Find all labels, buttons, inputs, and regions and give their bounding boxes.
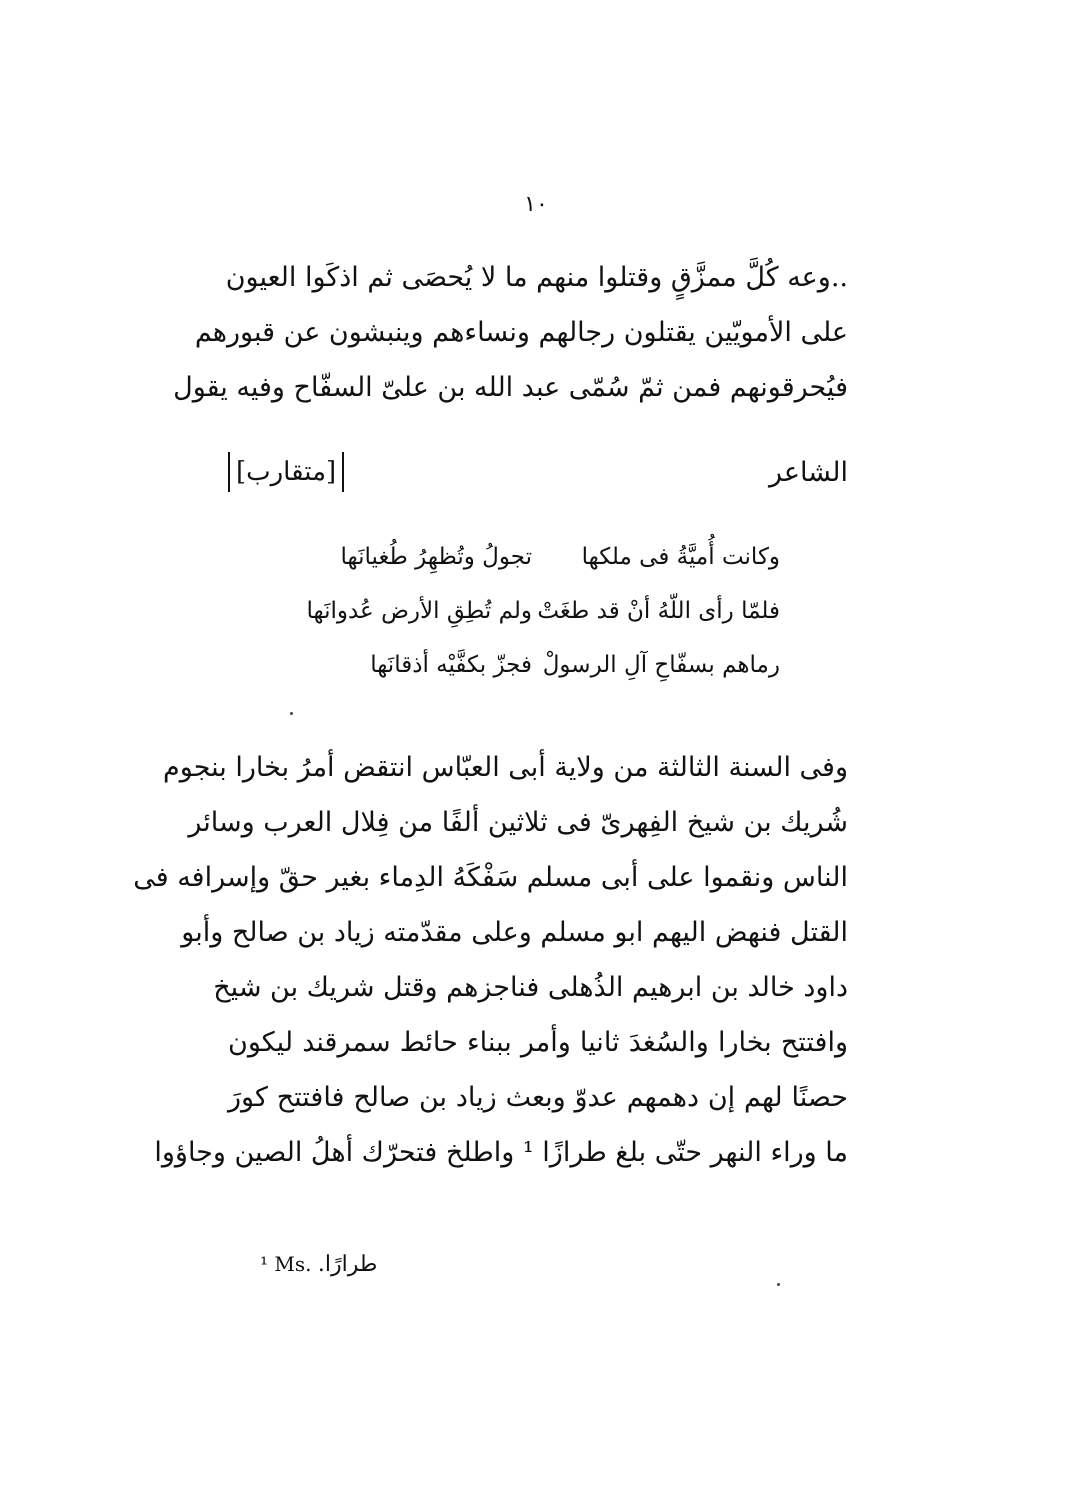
text-line: داود خالد بن ابرهيم الذُهلى فناجزهم وقتل شريك بن شيخ <box>213 972 848 1003</box>
text-line: ما وراء النهر حتّى بلغ طرازًا ¹ واطلخ فتحرّك أهلُ الصين وجاؤوا <box>154 1137 848 1168</box>
page-number: ١٠ <box>524 192 548 217</box>
text-line: القتل فنهض اليهم ابو مسلم وعلى مقدّمته زياد بن صالح وأبو <box>181 917 848 948</box>
scan-speck <box>290 712 293 715</box>
text-line: ..وعه كُلَّ ممزَّقٍ وقتلوا منهم ما لا يُحصَى ثم اذكَوا العيون <box>225 262 848 293</box>
verse-first-hemistich: رماهم بسفّاحِ آلِ الرسولْ <box>542 652 780 678</box>
text-line: فيُحرقونهم فمن ثمّ سُمّى عبد الله بن علىّ السفّاح وفيه يقول <box>173 372 848 403</box>
poem-verse <box>300 530 780 584</box>
poem-verse <box>300 584 780 638</box>
footnote-label: Ms. <box>274 1252 312 1276</box>
meter-line <box>228 448 848 498</box>
paragraph-2 <box>133 740 848 1180</box>
footnote <box>260 1252 377 1277</box>
text-line: الناس ونقموا على أبى مسلم سَفْكَهُ الدِماء بغير حقّ وإسرافه فى <box>133 862 848 893</box>
paragraph-1 <box>173 250 848 415</box>
poet-word: الشاعر <box>768 457 848 488</box>
verse-second-hemistich: فجزّ بكفَّيْه أذقانَها <box>370 652 532 678</box>
footnote-text: طرارًا. <box>317 1252 378 1277</box>
text-line: وفى السنة الثالثة من ولاية أبى العبّاس انتقض أمرُ بخارا بنجوم <box>163 752 848 783</box>
poem-verse <box>300 638 780 692</box>
meter-label: [متقارب] <box>228 452 344 492</box>
text-line: وافتتح بخارا والسُغدَ ثانيا وأمر ببناء حائط سمرقند ليكون <box>228 1027 848 1058</box>
verse-second-hemistich: ولم تُطِقِ الأرض عُدوانَها <box>306 598 532 624</box>
verse-first-hemistich: وكانت أُميَّةُ فى ملكها <box>581 544 780 570</box>
text-line: حصنًا لهم إن دهمهم عدوّ وبعث زياد بن صالح فافتتح كورَ <box>228 1082 848 1113</box>
footnote-marker: ¹ <box>260 1252 269 1276</box>
scan-speck <box>777 1283 780 1286</box>
text-line: على الأمويّين يقتلون رجالهم ونساءهم وينبشون عن قبورهم <box>194 317 848 348</box>
verse-second-hemistich: تجولُ وتُظهِرُ طُغيانَها <box>340 544 532 570</box>
verse-first-hemistich: فلمّا رأى اللّهُ أنْ قد طغَتْ <box>537 598 780 624</box>
text-line: شُريك بن شيخ الفِهرىّ فى ثلاثين ألفًا من فِلال العرب وسائر <box>188 807 848 838</box>
poem <box>300 530 780 692</box>
